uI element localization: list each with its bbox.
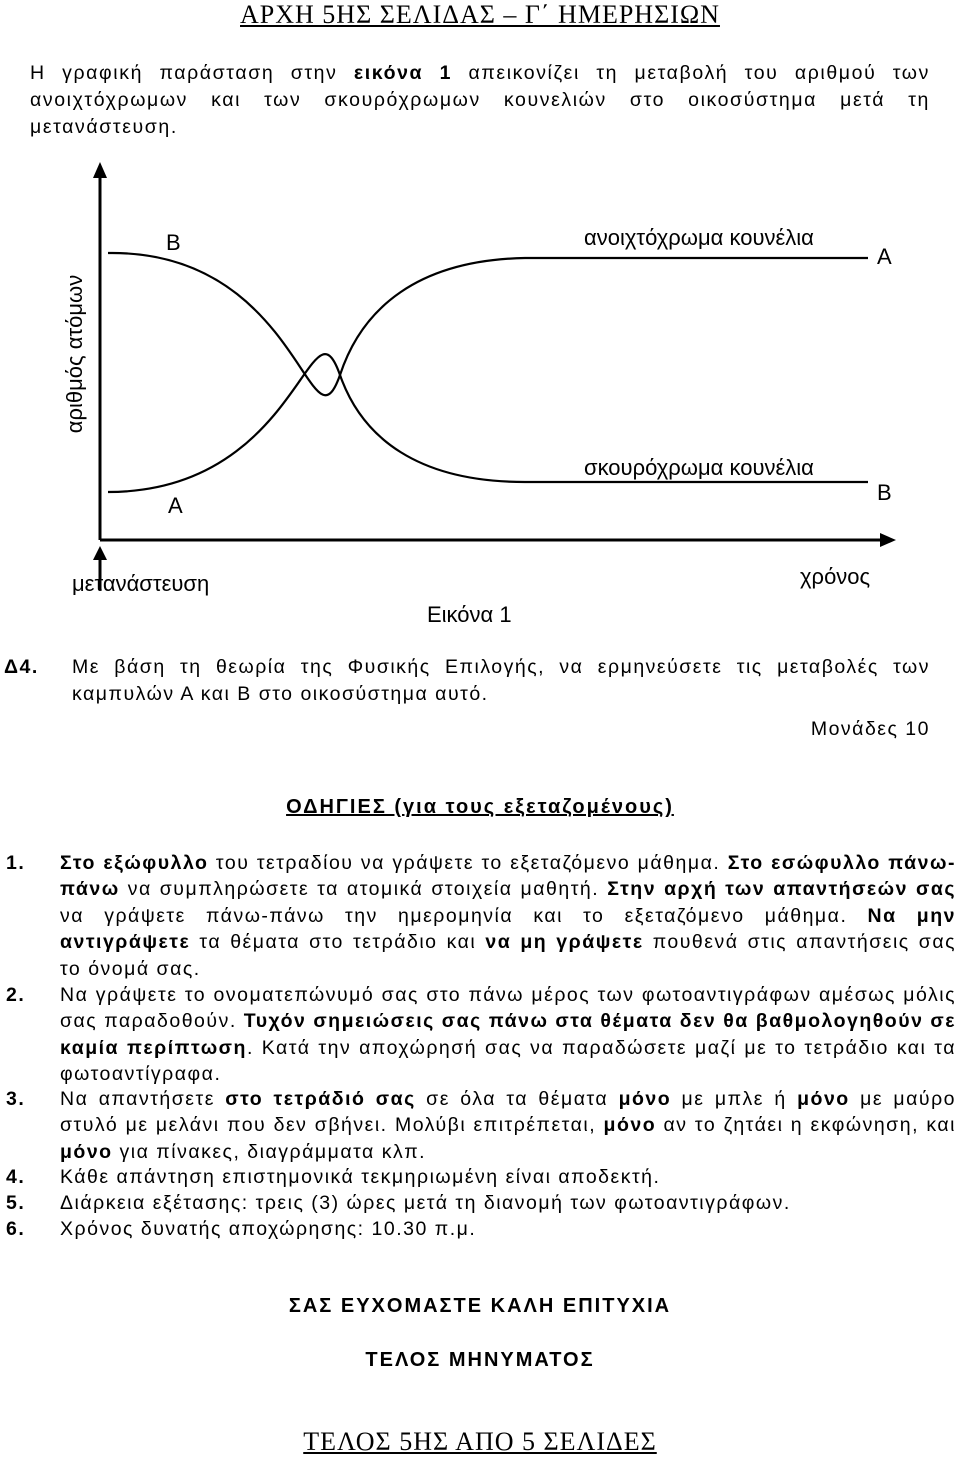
question-number: Δ4. bbox=[4, 656, 39, 678]
instruction-fragment: να γράψετε πάνω-πάνω την ημερομηνία και το εξεταζόμενο μάθημα. bbox=[60, 904, 868, 927]
y-axis-arrow-icon bbox=[93, 162, 107, 178]
instruction-fragment: Να απαντήσετε bbox=[60, 1088, 226, 1110]
instruction-text bbox=[60, 850, 956, 982]
intro-figure-reference: εικόνα 1 bbox=[353, 62, 453, 84]
instruction-fragment: . Κατά την αποχώρησή σας να παραδώσετε μαζί με το τετράδιο και τα φωτοαντίγραφα. bbox=[60, 1036, 956, 1086]
migration-label: μετανάστευση bbox=[72, 571, 210, 596]
instruction-number: 6. bbox=[6, 1218, 26, 1240]
instruction-number: 5. bbox=[6, 1192, 26, 1214]
closing-wish: ΣΑΣ ΕΥΧΟΜΑΣΤΕ ΚΑΛΗ ΕΠΙΤΥΧΙΑ bbox=[288, 1295, 672, 1317]
instruction-emphasis: Στο εσώφυλλο πάνω-πάνω bbox=[60, 852, 956, 901]
question-points: Μονάδες 10 bbox=[810, 718, 930, 740]
dark-rabbits-label: σκουρόχρωμα κουνέλια bbox=[584, 455, 814, 480]
instruction-item-2 bbox=[6, 982, 956, 1086]
instruction-fragment: Να γράψετε το ονοματεπώνυμό σας στο πάνω μέρος των φωτοαντιγράφων αμέσως μόλις σας παραδοθούν. bbox=[60, 984, 956, 1033]
instruction-emphasis: Στο εξώφυλλο bbox=[60, 852, 209, 874]
curve-a-end-label: Α bbox=[877, 244, 892, 269]
instruction-emphasis: να μη γράψετε bbox=[485, 931, 644, 954]
instruction-text bbox=[60, 1190, 956, 1216]
instruction-emphasis: Να μην αντιγράψετε bbox=[60, 904, 956, 954]
instruction-fragment: Κάθε απάντηση επιστημονικά τεκμηριωμένη είναι αποδεκτή. bbox=[60, 1166, 661, 1188]
light-rabbits-label: ανοιχτόχρωμα κουνέλια bbox=[584, 225, 814, 250]
curve-b-end-label: Β bbox=[877, 480, 892, 505]
instruction-text bbox=[60, 982, 956, 1088]
instruction-text bbox=[60, 1164, 956, 1190]
instruction-emphasis: Τυχόν σημειώσεις σας πάνω στα θέματα δεν θα βαθμολογηθούν σε καμία περίπτωση bbox=[60, 1010, 956, 1059]
question-text: Με βάση τη θεωρία της Φυσικής Επιλογής, να ερμηνεύσετε τις μεταβολές των καμπυλών Α και Β στο οικοσύστημα αυτό. bbox=[72, 656, 930, 705]
instruction-item-5 bbox=[6, 1190, 956, 1218]
instruction-fragment: με μαύρο στυλό με μελάνι που δεν σβήνει. Μολύβι επιτρέπεται, bbox=[60, 1088, 957, 1137]
instruction-fragment: τα θέματα στο τετράδιο και bbox=[190, 931, 486, 954]
instruction-emphasis: μόνο bbox=[60, 1140, 113, 1163]
instruction-fragment: Χρόνος δυνατής αποχώρησης: 10.30 π.μ. bbox=[60, 1218, 477, 1240]
instruction-fragment: για πίνακες, διαγράμματα κλπ. bbox=[112, 1140, 427, 1163]
curve-light-rabbits bbox=[108, 253, 868, 395]
y-axis-label: αριθμός ατόμων bbox=[62, 274, 87, 434]
intro-text-end: απεικονίζει τη μεταβολή του αριθμού των ανοιχτόχρωμων και των σκουρόχρωμων κουνελιών στο οικοσύστημα μετά τη μετανάστευση. bbox=[30, 62, 930, 138]
figure-graph bbox=[0, 160, 960, 640]
intro-paragraph bbox=[30, 60, 930, 141]
instruction-number: 1. bbox=[6, 852, 26, 874]
instruction-text bbox=[60, 1086, 956, 1165]
instruction-number: 2. bbox=[6, 984, 26, 1006]
end-of-message: ΤΕΛΟΣ ΜΗΝΥΜΑΤΟΣ bbox=[365, 1349, 595, 1371]
intro-text-start: Η γραφική παράσταση στην bbox=[30, 62, 354, 84]
instruction-fragment: με μπλε ή bbox=[671, 1088, 798, 1110]
instruction-emphasis: μόνο bbox=[618, 1088, 672, 1110]
instruction-fragment: του τετραδίου να γράψετε το εξεταζόμενο μάθημα. bbox=[208, 852, 728, 874]
instruction-item-6 bbox=[6, 1216, 956, 1244]
instruction-item-3 bbox=[6, 1086, 956, 1168]
migration-arrow-icon bbox=[93, 546, 107, 560]
page-header: ΑΡΧΗ 5ΗΣ ΣΕΛΙΔΑΣ – Γ΄ ΗΜΕΡΗΣΙΩΝ bbox=[240, 0, 720, 29]
curve-b-start-label: Β bbox=[166, 230, 181, 255]
instruction-number: 4. bbox=[6, 1166, 26, 1188]
instruction-fragment: σε όλα τα θέματα bbox=[415, 1088, 619, 1110]
instruction-fragment: Διάρκεια εξέτασης: τρεις (3) ώρες μετά τη διανομή των φωτοαντιγράφων. bbox=[60, 1192, 791, 1214]
figure-caption: Εικόνα 1 bbox=[427, 602, 512, 627]
page-footer: ΤΕΛΟΣ 5ΗΣ ΑΠΟ 5 ΣΕΛΙΔΕΣ bbox=[303, 1427, 657, 1456]
curve-a-start-label: Α bbox=[168, 493, 183, 518]
instruction-emphasis: μόνο bbox=[603, 1114, 657, 1137]
instruction-item-4 bbox=[6, 1164, 956, 1192]
instruction-number: 3. bbox=[6, 1088, 26, 1110]
instruction-emphasis: μόνο bbox=[797, 1088, 850, 1110]
instruction-emphasis: Στην αρχή των απαντήσεών σας bbox=[607, 878, 956, 901]
instruction-fragment: πουθενά στις απαντήσεις σας το όνομά σας. bbox=[60, 931, 957, 980]
instruction-text bbox=[60, 1216, 956, 1242]
x-axis-arrow-icon bbox=[880, 533, 896, 547]
instruction-emphasis: στο τετράδιό σας bbox=[225, 1088, 416, 1110]
instruction-fragment: αν το ζητάει η εκφώνηση, και bbox=[656, 1114, 956, 1137]
instruction-fragment: να συμπληρώσετε τα ατομικά στοιχεία μαθητή. bbox=[119, 878, 608, 901]
instructions-title: ΟΔΗΓΙΕΣ (για τους εξεταζομένους) bbox=[286, 796, 674, 818]
instruction-item-1 bbox=[6, 850, 957, 980]
x-axis-label: χρόνος bbox=[800, 564, 871, 589]
